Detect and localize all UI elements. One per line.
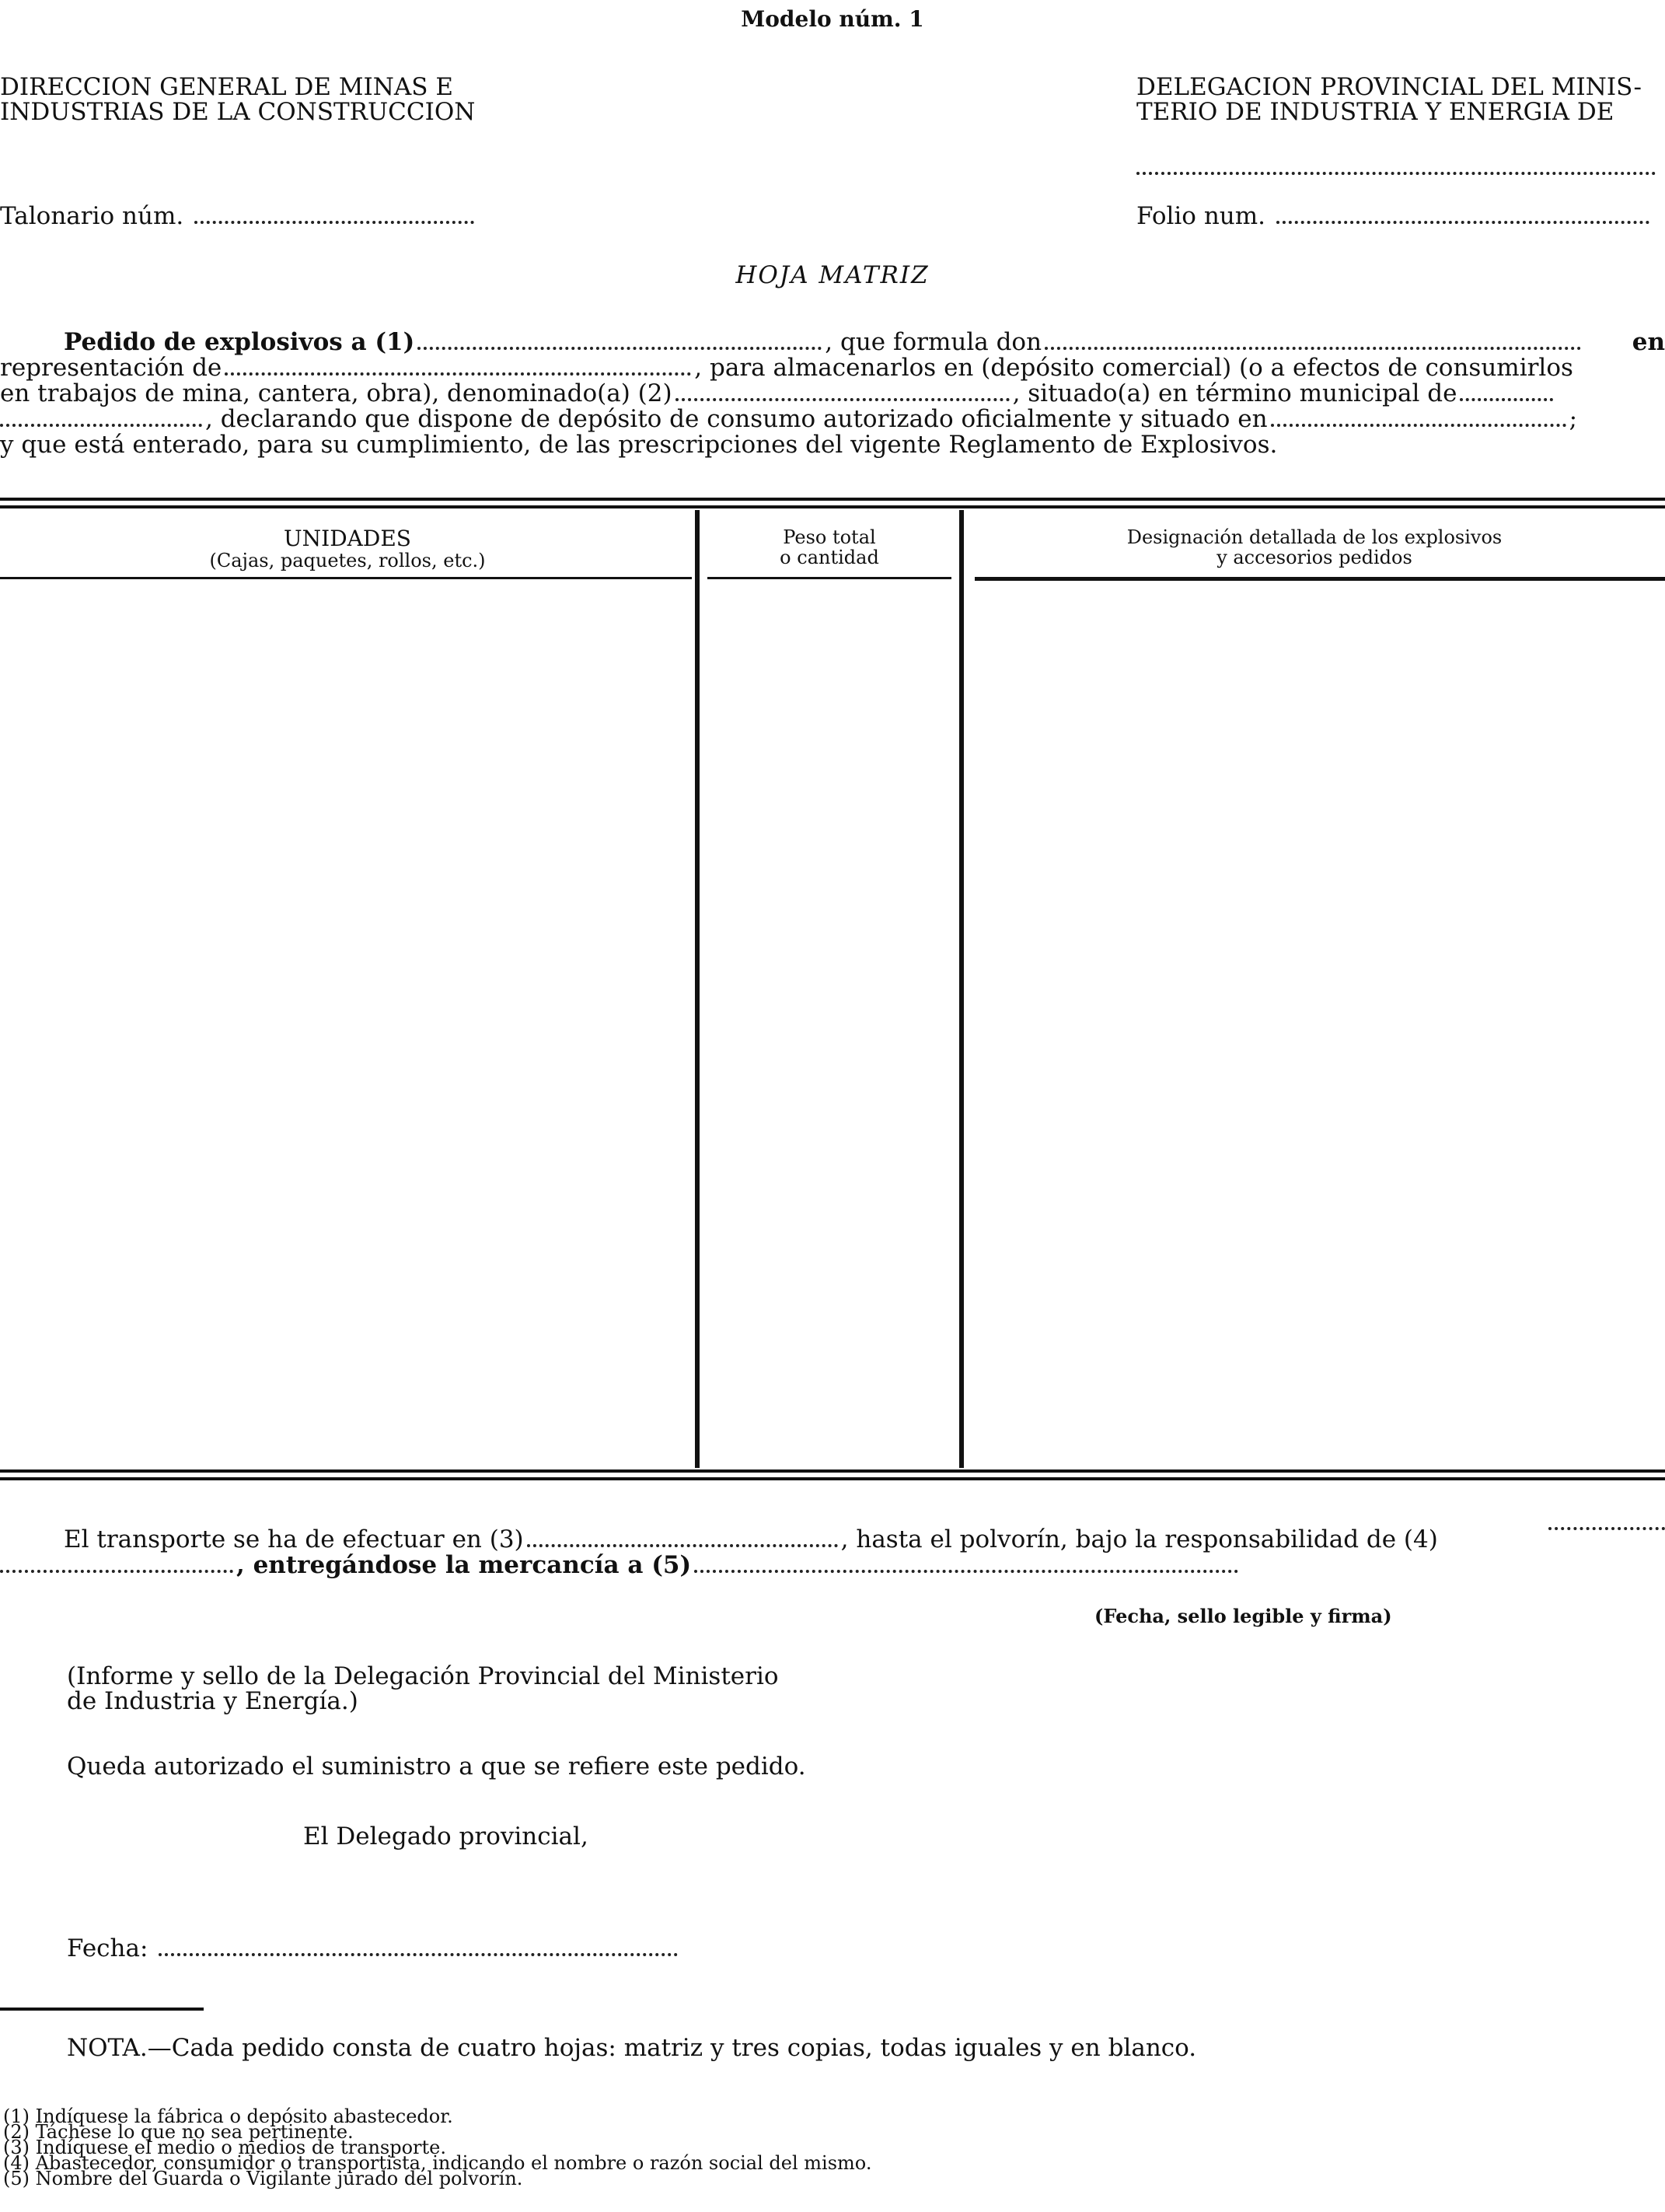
footnote-2: (2) Táchese lo que no sea pertinente. bbox=[3, 2121, 354, 2143]
folio-blank[interactable] bbox=[1276, 221, 1649, 224]
col-header-designation-line1: Designación detallada de los explosivos bbox=[1126, 526, 1503, 548]
applicant-blank[interactable] bbox=[1045, 347, 1581, 350]
issuer-right bbox=[1136, 75, 1642, 124]
col-header-units-line2: (Cajas, paquetes, rollos, etc.) bbox=[209, 550, 486, 571]
table-divider-2 bbox=[959, 510, 964, 1468]
request-text-4b: ; bbox=[1569, 405, 1578, 433]
folio-field[interactable] bbox=[1136, 204, 1653, 229]
col-header-units bbox=[0, 527, 695, 571]
model-number: Modelo núm. 1 bbox=[741, 6, 924, 32]
request-text-3b: , situado(a) en término municipal de bbox=[1012, 379, 1457, 407]
document-title: HOJA MATRIZ bbox=[735, 261, 930, 289]
table-bottom-rule-2 bbox=[0, 1477, 1665, 1480]
transport-text-1b: , hasta el polvorín, bajo la responsabilidad de (4) bbox=[840, 1525, 1438, 1553]
footnote-4: (4) Abastecedor, consumidor o transportista, indicando el nombre o razón social del mismo. bbox=[3, 2152, 872, 2174]
issuer-left-line2: INDUSTRIAS DE LA CONSTRUCCION bbox=[0, 98, 476, 126]
weight-entry-area[interactable] bbox=[701, 582, 958, 1466]
denomination-blank[interactable] bbox=[675, 398, 1010, 401]
representation-blank[interactable] bbox=[225, 372, 691, 376]
request-text-1b: , que formula don bbox=[825, 328, 1042, 356]
folio-label: Folio num. bbox=[1136, 202, 1266, 230]
table-top-rule-2 bbox=[0, 505, 1665, 508]
transport-text-1a: El transporte se ha de efectuar en (3) bbox=[64, 1525, 524, 1553]
col-header-weight-line2: o cantidad bbox=[780, 547, 879, 568]
request-text-1c: en bbox=[1632, 328, 1665, 356]
issuer-right-line1: DELEGACION PROVINCIAL DEL MINIS- bbox=[1136, 73, 1642, 101]
units-header-underline bbox=[0, 577, 692, 579]
transport-line-1 bbox=[0, 1527, 1665, 1553]
responsible-blank-cont[interactable] bbox=[0, 1570, 233, 1573]
request-text-4a: , declarando que dispone de depósito de consumo autorizado oficialmente y situado en bbox=[205, 405, 1268, 433]
issuer-left-line1: DIRECCION GENERAL DE MINAS E bbox=[0, 73, 454, 101]
designation-entry-area[interactable] bbox=[965, 582, 1665, 1466]
table-top-rule-1 bbox=[0, 498, 1665, 501]
footnote-3: (3) Indíquese el medio o medios de transporte. bbox=[3, 2137, 446, 2158]
delegation-report-line1: (Informe y sello de la Delegación Provincial del Ministerio bbox=[67, 1662, 779, 1690]
col-header-units-line1: UNIDADES bbox=[284, 526, 411, 551]
col-header-weight-line1: Peso total bbox=[783, 526, 876, 548]
authorization-statement: Queda autorizado el suministro a que se refiere este pedido. bbox=[67, 1752, 806, 1780]
supplier-blank[interactable] bbox=[417, 347, 822, 350]
delegation-report bbox=[67, 1664, 779, 1714]
signature-note: (Fecha, sello legible y firma) bbox=[1094, 1605, 1392, 1627]
col-header-weight bbox=[700, 527, 959, 568]
designation-header-underline bbox=[975, 577, 1665, 581]
deposit-location-blank[interactable] bbox=[1271, 424, 1566, 427]
date-blank[interactable] bbox=[159, 1953, 678, 1956]
transport-text-2a: , entregándose la mercancía a (5) bbox=[236, 1551, 692, 1579]
col-header-designation bbox=[964, 527, 1665, 568]
transport-paragraph bbox=[0, 1527, 1665, 1578]
request-paragraph bbox=[0, 330, 1665, 458]
footnotes bbox=[3, 2105, 872, 2189]
request-text-1a: Pedido de explosivos a (1) bbox=[64, 328, 415, 356]
delegation-report-line2: de Industria y Energía.) bbox=[67, 1687, 358, 1715]
request-line-1 bbox=[0, 330, 1665, 355]
request-text-2a: representación de bbox=[0, 354, 222, 382]
request-line-3 bbox=[0, 381, 1665, 407]
delegate-signature-label: El Delegado provincial, bbox=[303, 1822, 588, 1850]
date-field[interactable] bbox=[67, 1936, 681, 1961]
municipality-blank[interactable] bbox=[1460, 398, 1553, 401]
units-entry-area[interactable] bbox=[0, 582, 693, 1466]
request-line-2 bbox=[0, 355, 1665, 381]
talonario-field[interactable] bbox=[0, 204, 477, 229]
transport-means-blank[interactable] bbox=[527, 1544, 838, 1547]
date-label: Fecha: bbox=[67, 1934, 148, 1962]
table-bottom-rule-1 bbox=[0, 1469, 1665, 1473]
request-text-2b: , para almacenarlos en (depósito comercial) (o a efectos de consumirlos bbox=[694, 354, 1573, 382]
request-line-5 bbox=[0, 432, 1665, 458]
table-divider-1 bbox=[695, 510, 700, 1468]
transport-line-2 bbox=[0, 1553, 1665, 1578]
notes-separator bbox=[0, 2008, 204, 2011]
talonario-label: Talonario núm. bbox=[0, 202, 184, 230]
nota: NOTA.—Cada pedido consta de cuatro hojas: matriz y tres copias, todas iguales y en blanco. bbox=[67, 2034, 1197, 2062]
footnote-5: (5) Nombre del Guarda o Vigilante jurado del polvorín. bbox=[3, 2168, 523, 2189]
municipality-blank-cont[interactable] bbox=[0, 424, 202, 427]
responsible-blank[interactable] bbox=[1548, 1527, 1665, 1530]
weight-header-underline bbox=[707, 577, 951, 579]
request-text-5: y que está enterado, para su cumplimiento, de las prescripciones del vigente Reglamento de Explosivos. bbox=[0, 431, 1278, 459]
col-header-designation-line2: y accesorios pedidos bbox=[1216, 547, 1412, 568]
delegation-blank[interactable] bbox=[1136, 163, 1660, 178]
issuer-left bbox=[0, 75, 475, 124]
talonario-blank[interactable] bbox=[194, 221, 474, 224]
footnote-1: (1) Indíquese la fábrica o depósito abastecedor. bbox=[3, 2105, 453, 2127]
issuer-right-line2: TERIO DE INDUSTRIA Y ENERGIA DE bbox=[1136, 98, 1614, 126]
request-text-3a: en trabajos de mina, cantera, obra), denominado(a) (2) bbox=[0, 379, 672, 407]
request-line-4 bbox=[0, 407, 1665, 432]
recipient-blank[interactable] bbox=[694, 1570, 1238, 1573]
